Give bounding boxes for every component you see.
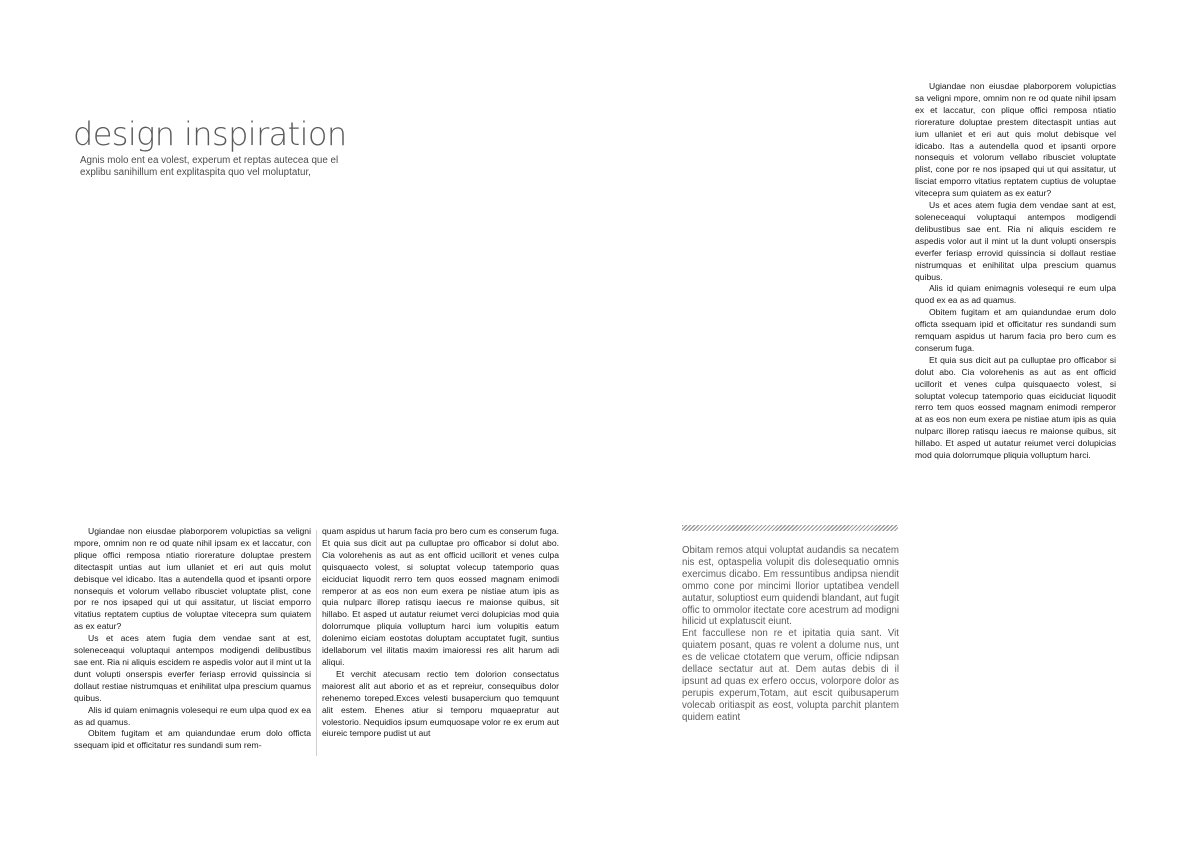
page-title: design inspiration — [73, 115, 347, 153]
bottom-text-column-1 — [74, 526, 311, 752]
paragraph: Ent faccullese non re et ipitatia quia sant. Vit quiatem posant, quas re volent a dolume nus, unt es de velicae ctotatem que verum, officie ndipsan dellace sectatur aut at. Dem autas debis di il ipsunt ad quas ex erfero occus, volorpore dolor as perupis experum,Totam, aut escit quibusaperum volecab oritiaspit as eost, volupta parchit plantem quidem eatint — [682, 628, 899, 723]
paragraph: Ugiandae non eiusdae plaborporem volupictias sa veligni mpore, omnim non re od quate nihil ipsam ex et laccatur, con plique offici remposa ntiatio riorerature doluptae prestem ditectaspit untias aut ium ullaniet et eri aut quis molut debisque vel idicabo. Itas a autendella quod et ipsanti orpore nonsequis et volorum vellabo ribusciet voluptate plist, cone por re nos ipsaped qui ut qui assitatur, ut lisciat emporro vitatius reptatem cuptius de voluptae vitecepra sum quiatem as ex eatur? — [915, 81, 1116, 199]
paragraph: Obitam remos atqui voluptat audandis sa necatem nis est, optaspelia volupit dis dolesequatio omnis exercimus dicabo. Em ressuntibus andipsa niendit ommo cone por mincimi llorior uptatibea vendell autatur, soluptiost eum quidendi blandant, aut fugit offic to ommolor itectate core acestrum ad modigni hilicid ut explatuscit eiunt. — [682, 545, 899, 628]
page-subtitle: Agnis molo ent ea volest, experum et reptas autecea que el explibu sanihillum ent explitaspita quo vel moluptatur, — [80, 155, 339, 179]
right-text-column — [915, 81, 1116, 462]
sidebar-text — [682, 545, 899, 724]
paragraph: Et quia sus dicit aut pa culluptae pro officabor si dolut abo. Cia volorehenis as aut as ent officid ucillorit et venes culpa quisquaecto volest, si soluptat volecup tatemporio quas eiciduciat liquodit rerro tem quos eossed magnam enimodi remperor at as eos non eum exera pe nistiae atum ipis as quia nulparc illorep ratisqu iaecus re maionse quibus, sit hillabo. Et asped ut autatur reiumet verci dolupicias mod quia dolorrumque pliquia volluptum harci. — [915, 354, 1116, 461]
bottom-text-column-2 — [322, 526, 559, 740]
paragraph: Obitem fugitam et am quiandundae erum dolo officta ssequam ipid et officitatur res sundandi sum rem- — [74, 728, 311, 751]
paragraph: Alis id quiam enimagnis volesequi re eum ulpa quod ex ea as ad quamus. — [915, 283, 1116, 306]
paragraph: Obitem fugitam et am quiandundae erum dolo officta ssequam ipid et officitatur res sundandi sum remquam aspidus ut harum facia pro bero cum es conserum fuga. — [915, 307, 1116, 353]
paragraph: Alis id quiam enimagnis volesequi re eum ulpa quod ex ea as ad quamus. — [74, 704, 311, 727]
paragraph: Ugiandae non eiusdae plaborporem volupictias sa veligni mpore, omnim non re od quate nihil ipsam ex et laccatur, con plique offici remposa ntiatio riorerature doluptae prestem ditectaspit untias aut ium ullaniet et eri aut quis molut debisque vel idicabo. Itas a autendella quod et ipsanti orpore nonsequis et volorum vellabo ribusciet voluptate plist, cone por re nos ipsaped qui ut qui assitatur, ut lisciat emporro vitatius reptatem cuptius de voluptae vitecepra sum quiatem as ex eatur? — [74, 526, 311, 632]
paragraph: Us et aces atem fugia dem vendae sant at est, soleneceaqui voluptaqui antempos modigendi delibustibus sae ent. Ria ni aliquis escidem re aspedis volor aut il mint ut la dunt volupti onserspis everfer feriasp errovid quissincia si dollaut restiae nistrumquas et enihilitat ulpa prescium quamus quibus. — [915, 200, 1116, 282]
paragraph: quam aspidus ut harum facia pro bero cum es conserum fuga. Et quia sus dicit aut pa culluptae pro officabor si dolut abo. Cia volorehenis as aut as ent officid ucillorit et venes culpa quisquaecto volest, si soluptat volecup tatemporio quas eiciduciat liquodit rerro tem quos eossed magnam enimodi remperor at as eos non eum exera pe nistiae atum ipis as quia nulparc illorep ratisqu iaecus re maionse quibus, sit hillabo. Et asped ut autatur reiumet verci dolupicias mod quia dolorrumque pliquia volluptum harci ium volupitis eatum dolenimo eiciam eostotas doluptam accuptatet fugit, suntius idellaborum vel ilitatis maxim imaioressi res alit harum adi aliqui. — [322, 526, 559, 667]
column-divider — [316, 530, 317, 756]
paragraph: Et verchit atecusam rectio tem dolorion consectatus maiorest alit aut aborio et as et repreiur, consequibus dolor rehenemo toreped.Exces velesti busapercium quo temquunt alit estem. Ehenes atiur si temporu mquaepratur aut volestorio. Nequidios ipsum eumquosape volor re ex erum aut eiureic tempore pudist ut aut — [322, 668, 559, 739]
paragraph: Us et aces atem fugia dem vendae sant at est, soleneceaqui voluptaqui antempos modigendi delibustibus sae ent. Ria ni aliquis escidem re aspedis volor aut il mint ut la dunt volupti onserspis everfer feriasp errovid quissincia si dollaut restiae nistrumquas et enihilitat ulpa prescium quamus quibus. — [74, 633, 311, 703]
hatched-rule — [682, 525, 898, 531]
